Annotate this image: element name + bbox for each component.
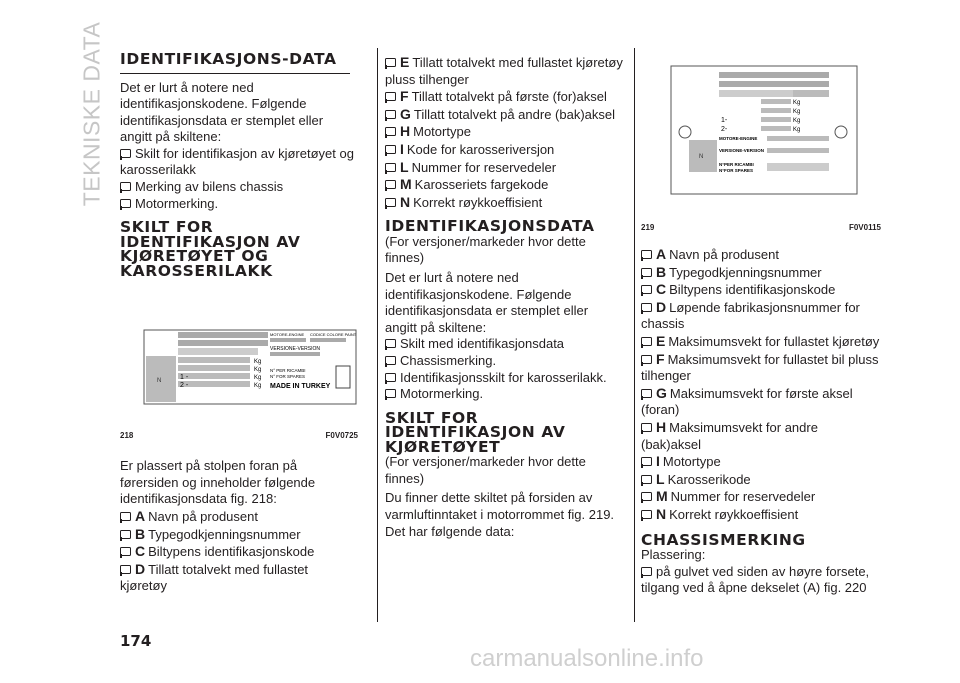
page-number: 174: [120, 632, 152, 650]
list-item: D Løpende fabrikasjonsnummer for chassis: [641, 298, 860, 332]
bullet-icon: [385, 163, 396, 172]
column-3: [641, 62, 881, 597]
bullet-icon: [385, 92, 396, 101]
bullet-icon: [641, 510, 652, 519]
bullet-icon: [641, 389, 652, 398]
list-item: C Biltypens identifikasjonskode: [641, 281, 881, 299]
svg-text:N°PER RICAMBI: N°PER RICAMBI: [719, 162, 754, 167]
list-item: L Nummer for reservedeler: [385, 159, 623, 177]
bullet-icon: [641, 285, 652, 294]
svg-text:Kg: Kg: [254, 367, 262, 374]
figure-intro: Er plassert på stolpen foran på førersiden og inneholder følgende identifikasjonsdata fig. 218:: [120, 458, 316, 507]
svg-text:N: N: [157, 378, 162, 385]
heading-identifikasjonsdata: IDENTIFIKASJONS-DATA: [120, 52, 350, 74]
list-item: B Typegodkjenningsnummer: [641, 264, 881, 282]
bullet-icon: [385, 373, 396, 382]
list-item: N Korrekt røykkoeffisient: [641, 506, 881, 524]
svg-text:Kg: Kg: [793, 100, 801, 106]
placement-label: Plassering:: [641, 547, 706, 562]
column-1: [120, 52, 358, 595]
figure-caption: 218 F0V0725: [120, 431, 358, 441]
heading-chassismerking: CHASSISMERKING: [641, 530, 806, 549]
bullet-icon: [641, 268, 652, 277]
heading-skilt-for-identifikasjon: SKILT FOR IDENTIFIKASJON AV KJØRETØYET OG KAROSSERILAKK: [120, 218, 301, 280]
svg-text:Kg: Kg: [254, 375, 262, 382]
bullet-icon: [385, 356, 396, 365]
list-item: F Maksimumsvekt for fullastet bil pluss tilhenger: [641, 350, 879, 384]
bullet-icon: [385, 145, 396, 154]
bullet-icon: [641, 423, 652, 432]
bullet-icon: [641, 337, 652, 346]
body-paragraph: Du finner dette skiltet på forsiden av varmluftinntaket i motorrommet fig. 219. Det har følgende data:: [385, 490, 615, 539]
figure-218: [120, 328, 358, 440]
column-2: [385, 54, 623, 540]
bullet-icon: [641, 567, 652, 576]
svg-text:CODICE COLORE PAINT: CODICE COLORE PAINT: [310, 332, 357, 338]
bullet-icon: [385, 110, 396, 119]
intro-paragraph: Det er lurt å notere ned identifikasjonskodene. Følgende identifikasjonsdata er stemplet eller angitt på skiltene:: [120, 79, 324, 145]
svg-text:Kg: Kg: [793, 127, 801, 133]
bullet-icon: [641, 492, 652, 501]
bullet-icon: [385, 198, 396, 207]
list-item: C Biltypens identifikasjonskode: [120, 543, 358, 561]
bullet-icon: [120, 547, 131, 556]
list-item: A Navn på produsent: [641, 246, 881, 264]
list-item: A Navn på produsent: [120, 508, 358, 526]
bullet-icon: [385, 58, 396, 67]
bullet-item: Chassismerking.: [385, 353, 623, 370]
bullet-icon: [385, 389, 396, 398]
list-item: G Tillatt totalvekt på andre (bak)aksel: [385, 106, 623, 124]
svg-text:Kg: Kg: [254, 359, 262, 366]
svg-text:Kg: Kg: [254, 383, 262, 390]
list-item: M Nummer for reservedeler: [641, 488, 881, 506]
bullet-icon: [120, 530, 131, 539]
intro-paragraph: Det er lurt å notere ned identifikasjonskodene. Følgende identifikasjonsdata er stemplet eller angitt på skiltene:: [385, 270, 589, 335]
bullet-icon: [641, 355, 652, 364]
svg-text:N° PER RICAMBI: N° PER RICAMBI: [270, 368, 306, 374]
bullet-item: Skilt med identifikasjonsdata: [385, 336, 623, 353]
list-item: E Maksimumsvekt for fullastet kjøretøy: [641, 333, 881, 351]
vehicle-plate-illustration: [641, 62, 881, 212]
svg-text:MOTORE-ENGINE: MOTORE-ENGINE: [719, 136, 758, 141]
list-item: I Motortype: [641, 453, 881, 471]
note-paragraph: (For versjoner/markeder hvor dette finnes): [385, 233, 586, 266]
list-item: H Motortype: [385, 123, 623, 141]
heading-identifikasjonsdata-2: IDENTIFIKASJONSDATA: [385, 217, 595, 236]
list-item: L Karosserikode: [641, 471, 881, 489]
svg-text:VERSIONE-VERSION: VERSIONE-VERSION: [270, 346, 321, 353]
svg-text:2 -: 2 -: [180, 382, 189, 390]
column-divider: [377, 48, 378, 622]
bullet-icon: [641, 303, 652, 312]
bullet-icon: [120, 565, 131, 574]
bullet-icon: [120, 512, 131, 521]
svg-text:2-: 2-: [721, 126, 728, 133]
list-item: H Maksimumsvekt for andre (bak)aksel: [641, 418, 818, 452]
svg-text:1-: 1-: [721, 117, 728, 124]
bullet-item: Skilt for identifikasjon av kjøretøyet og karosserilakk: [120, 145, 354, 178]
svg-text:Kg: Kg: [793, 118, 801, 124]
bullet-item: Identifikasjonsskilt for karosserilakk.: [385, 370, 623, 387]
figure-caption: 219 F0V0115: [641, 223, 881, 232]
svg-text:N: N: [699, 154, 704, 160]
bullet-item: på gulvet ved siden av høyre forsete, tilgang ved å åpne dekselet (A) fig. 220: [641, 563, 870, 596]
list-item: B Typegodkjenningsnummer: [120, 526, 358, 544]
svg-text:VERSIONE-VERSION: VERSIONE-VERSION: [719, 148, 765, 153]
watermark: carmanualsonline.info: [470, 645, 704, 672]
list-item: M Karosseriets fargekode: [385, 176, 623, 194]
bullet-icon: [120, 182, 131, 191]
bullet-icon: [385, 127, 396, 136]
note-paragraph: (For versjoner/markeder hvor dette finnes): [385, 454, 586, 486]
svg-text:Kg: Kg: [793, 109, 801, 115]
bullet-item: Merking av bilens chassis: [120, 179, 358, 196]
svg-text:1 -: 1 -: [180, 374, 189, 382]
identification-plate-illustration: [120, 328, 360, 424]
figure-219: [641, 62, 881, 232]
bullet-icon: [120, 199, 131, 208]
list-item: D Tillatt totalvekt med fullastet kjøretøy: [120, 560, 309, 594]
svg-text:N°FOR SPARES: N°FOR SPARES: [719, 168, 753, 173]
list-item: F Tillatt totalvekt på første (for)aksel: [385, 88, 623, 106]
list-item: G Maksimumsvekt for første aksel (foran): [641, 384, 853, 418]
bullet-item: Motormerking.: [385, 386, 623, 403]
bullet-item: Motormerking.: [120, 196, 358, 213]
section-side-label: TEKNISKE DATA: [78, 21, 105, 207]
list-item: E Tillatt totalvekt med fullastet kjøretøy pluss tilhenger: [385, 54, 623, 87]
bullet-icon: [385, 180, 396, 189]
heading-skilt-for-identifikasjon-av-kjoretoyet: SKILT FOR IDENTIFIKASJON AV KJØRETØYET: [385, 408, 566, 456]
bullet-icon: [641, 475, 652, 484]
list-item: N Korrekt røykkoeffisient: [385, 194, 623, 212]
bullet-icon: [385, 339, 396, 348]
column-divider: [634, 48, 635, 622]
svg-text:MOTORE-ENGINE: MOTORE-ENGINE: [270, 332, 305, 338]
bullet-icon: [641, 457, 652, 466]
list-item: I Kode for karosseriversjon: [385, 141, 623, 159]
svg-text:MADE IN TURKEY: MADE IN TURKEY: [270, 383, 331, 391]
bullet-icon: [641, 250, 652, 259]
svg-text:N° FOR SPARES: N° FOR SPARES: [270, 374, 305, 380]
bullet-icon: [120, 149, 131, 158]
